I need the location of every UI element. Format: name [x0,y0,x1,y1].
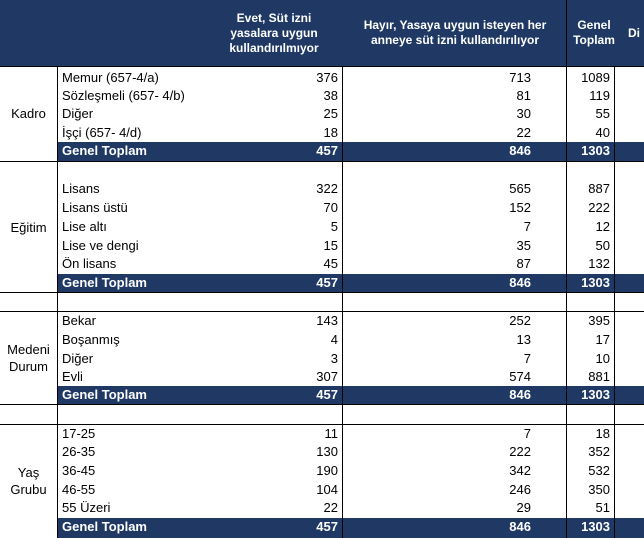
row-label: 36-45 [62,463,96,478]
grid-line [566,0,567,538]
section-divider [0,292,644,293]
row-label: 26-35 [62,444,96,459]
row-label: Lisans üstü [62,200,128,215]
cell-total: 352 [588,444,610,459]
cell-total: 881 [588,369,610,384]
cell-no: 713 [509,70,531,85]
table-row [57,425,644,443]
total-no: 846 [509,143,531,158]
cell-total: 12 [595,219,610,234]
total-yes: 457 [316,143,338,158]
row-label: 46-55 [62,482,96,497]
table-row [57,69,644,87]
total-sum: 1303 [581,519,610,534]
table-row [57,443,644,461]
cell-yes: 322 [316,181,338,196]
table-row [57,462,644,480]
cell-yes: 18 [323,125,338,140]
total-row [57,386,644,404]
grid-line [614,66,615,538]
header-col-no: Hayır, Yasaya uygun isteyen her anneye süt izni kullandırılıyor [363,18,547,47]
cell-total: 50 [595,238,610,253]
cell-no: 7 [523,426,531,441]
cell-no: 252 [509,313,531,328]
total-row [57,518,644,538]
row-label: Diğer [62,351,94,366]
cell-no: 565 [509,181,531,196]
row-label: Lisans [62,181,100,196]
cell-no: 152 [509,200,531,215]
cell-no: 13 [516,332,531,347]
row-label: Bekar [62,313,96,328]
row-label: Diğer [62,106,94,121]
table-row [57,331,644,349]
cell-no: 30 [516,106,531,121]
row-label: Lise ve dengi [62,238,139,253]
cell-no: 29 [516,500,531,515]
table-row [57,87,644,105]
cell-yes: 11 [324,426,338,441]
cell-yes: 4 [330,332,338,347]
table-row [57,481,644,499]
row-label: Lise altı [62,219,107,234]
cell-no: 222 [509,444,531,459]
header-col-total: Genel Toplam [573,18,615,47]
total-yes: 457 [316,519,338,534]
row-label: Sözleşmeli (657- 4/b) [62,88,185,103]
cell-yes: 130 [316,444,338,459]
row-label: Boşanmış [62,332,120,347]
row-label: Evli [62,369,83,384]
cell-total: 395 [588,313,610,328]
cell-yes: 5 [330,219,338,234]
total-no: 846 [509,387,531,402]
cell-yes: 38 [323,88,338,103]
section-label-egitim: Eğitim [10,219,47,235]
cell-total: 1089 [581,70,610,85]
cell-no: 246 [509,482,531,497]
table-row [57,105,644,123]
section-label-yas-grubu: Yaş Grubu [10,465,47,497]
cell-yes: 3 [330,351,338,366]
cell-total: 119 [589,88,610,103]
row-label: Memur (657-4/a) [62,70,159,85]
total-no: 846 [509,519,531,534]
table-row [57,237,644,255]
cell-total: 887 [588,181,610,196]
total-label: Genel Toplam [62,275,147,290]
section-divider [0,161,644,162]
cell-total: 55 [595,106,610,121]
table-row [57,368,644,386]
table-row [57,199,644,217]
cell-yes: 15 [323,238,338,253]
row-label: 55 Üzeri [62,500,111,515]
table-row [57,218,644,236]
cell-total: 40 [595,125,610,140]
cell-total: 350 [588,482,610,497]
header-col-partial: Di [628,25,640,40]
section-label-medeni-durum: Medeni Durum [7,342,50,374]
cell-no: 81 [516,88,531,103]
cell-yes: 376 [316,70,338,85]
grid-line [57,66,58,538]
row-label: 17-25 [62,426,96,441]
total-sum: 1303 [581,143,610,158]
cell-yes: 104 [316,482,338,497]
table-row [57,180,644,198]
cell-total: 132 [588,256,610,271]
cell-total: 222 [588,200,610,215]
total-label: Genel Toplam [62,519,147,534]
cell-yes: 143 [316,313,338,328]
table-header [0,0,644,66]
cell-no: 35 [516,238,531,253]
header-col-yes: Evet, Süt izni yasalara uygun kullandırılmıyor [229,10,319,55]
section-divider [0,66,644,67]
total-row [57,274,644,292]
cell-yes: 70 [323,200,338,215]
section-divider [0,404,644,405]
cell-yes: 190 [316,463,338,478]
table-row [57,255,644,273]
cell-yes: 45 [323,256,338,271]
row-label: İşçi (657- 4/d) [62,125,142,140]
table-row [57,499,644,517]
cell-no: 574 [509,369,531,384]
total-no: 846 [509,275,531,290]
grid-line [342,66,343,538]
total-sum: 1303 [581,275,610,290]
total-row [57,142,644,161]
cell-total: 51 [595,500,610,515]
total-label: Genel Toplam [62,143,147,158]
cell-yes: 25 [323,106,338,121]
cell-total: 532 [588,463,610,478]
total-label: Genel Toplam [62,387,147,402]
cell-yes: 22 [323,500,338,515]
cell-no: 87 [516,256,531,271]
cell-no: 342 [509,463,531,478]
cell-no: 7 [523,351,531,366]
cell-total: 10 [595,351,610,366]
table-row [57,350,644,368]
cell-yes: 307 [316,369,338,384]
total-yes: 457 [316,275,338,290]
section-label-kadro: Kadro [11,106,46,121]
cell-total: 17 [595,332,610,347]
table-row [57,124,644,142]
cell-total: 18 [595,426,610,441]
total-yes: 457 [316,387,338,402]
table-row [57,312,644,330]
cell-no: 7 [523,219,531,234]
row-label: Ön lisans [62,256,117,271]
cell-no: 22 [516,125,531,140]
total-sum: 1303 [581,387,610,402]
